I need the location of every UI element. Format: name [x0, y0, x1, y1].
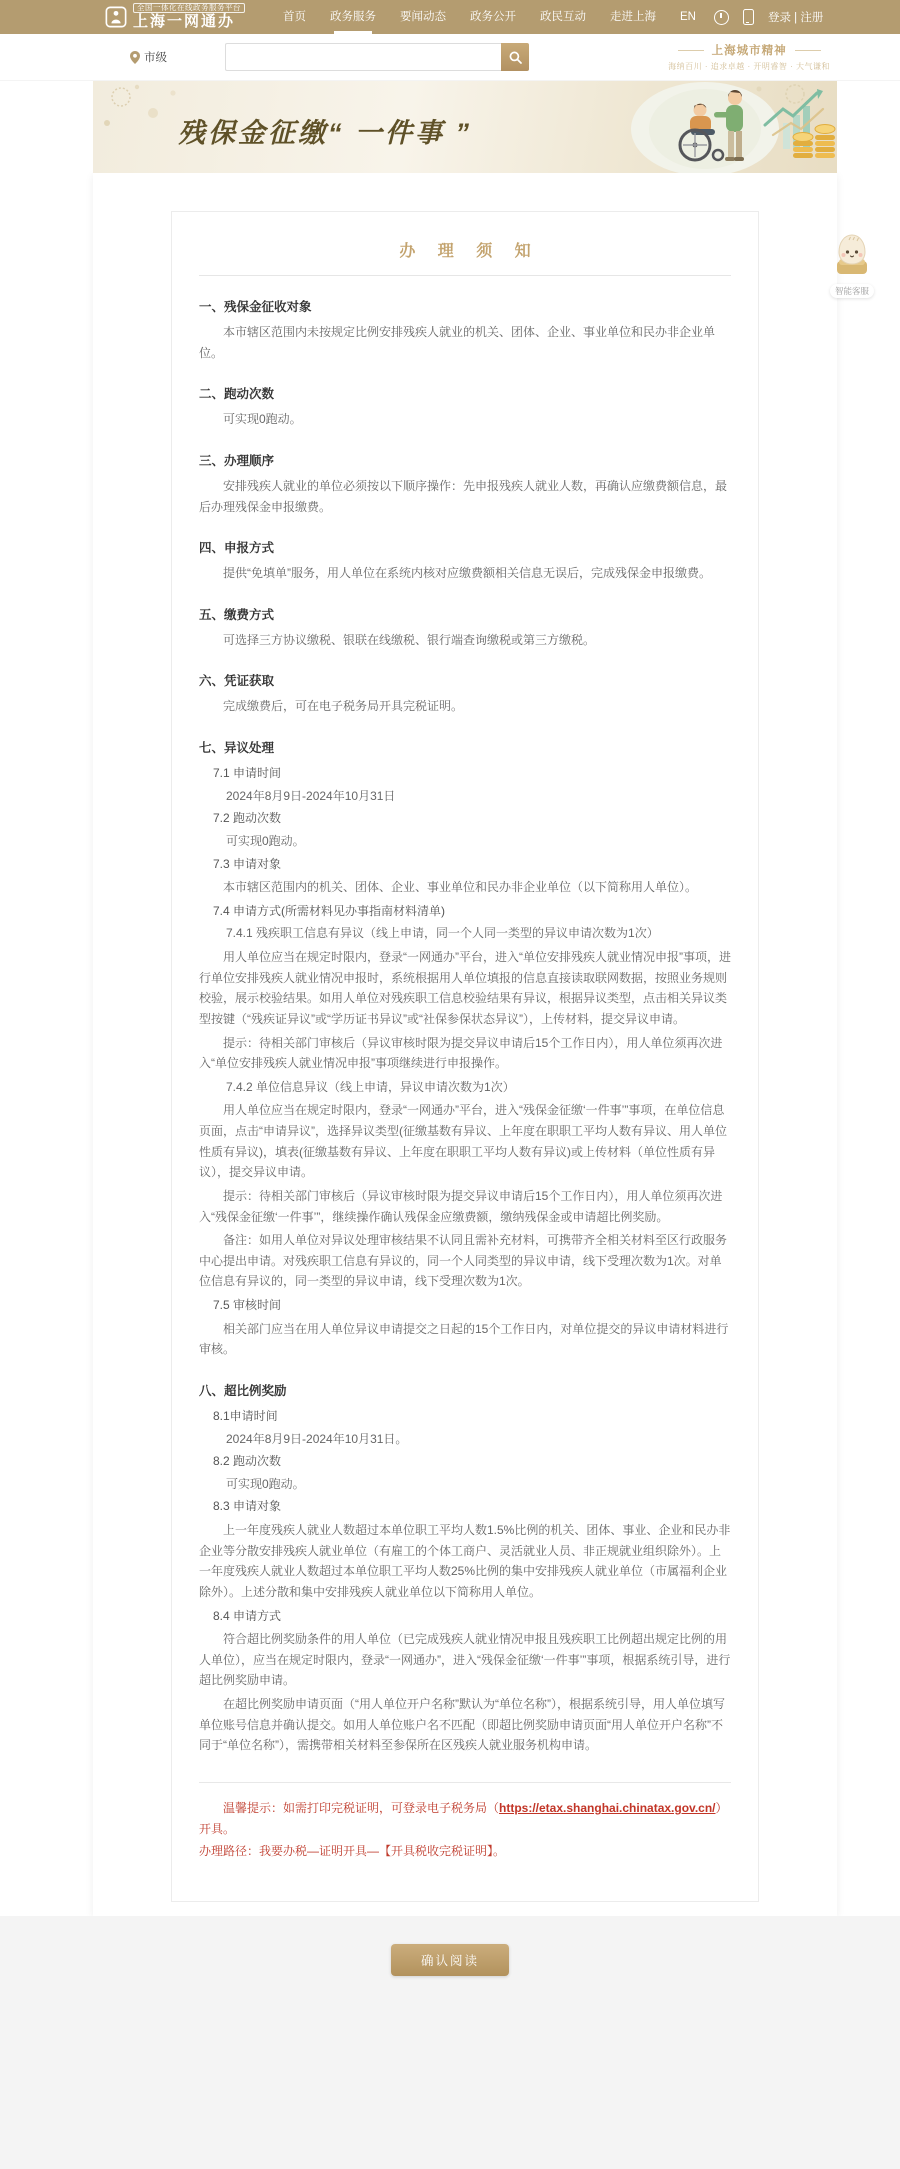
section-paragraph: 上一年度残疾人就业人数超过本单位职工平均人数1.5%比例的机关、团体、事业、企业和民办非企业等分散安排残疾人就业单位（有雇工的个体工商户、灵活就业人员、非正规就业组织除外）。上一年度残疾人就业人数超过本单位职工平均人数25%比例的集中安排残疾人就业单位（市属福利企业除外）。上述分散和集中安排残疾人就业单位以下简称用人单位。	[199, 1523, 731, 1599]
region-label: 市级	[144, 52, 167, 64]
warm-tip-line2: 办理路径：我要办税—证明开具—【开具税收完税证明】。	[199, 1844, 506, 1859]
banner-title: 残保金征缴“ 一件事 ”	[178, 118, 473, 148]
nav-item-news[interactable]: 要闻动态	[400, 11, 446, 23]
search-input[interactable]	[225, 43, 501, 71]
tip-suffix: ）开具。	[199, 1800, 728, 1837]
logo-text	[133, 3, 245, 31]
page-banner	[93, 81, 837, 173]
content-column	[93, 81, 837, 1916]
etax-link[interactable]: https://etax.shanghai.chinatax.gov.cn/	[499, 1800, 716, 1815]
region-selector[interactable]	[130, 49, 167, 65]
smart-assistant-label: 智能客服	[830, 284, 874, 298]
tip-prefix: 温馨提示：如需打印完税证明，可登录电子税务局（	[223, 1800, 500, 1815]
section-paragraph: 7.5 审核时间	[213, 1298, 282, 1312]
search-bar-row	[0, 34, 900, 81]
banner-illustration-wheelchair-coins-chart	[587, 81, 837, 173]
notice-card	[93, 173, 837, 1916]
section-heading: 六、凭证获取	[199, 674, 275, 689]
section-paragraph: 提示：待相关部门审核后（异议审核时限为提交异议申请后15个工作日内），用人单位须再次进入“残保金征缴‘一件事’”，继续操作确认残保金应缴费额，缴纳残保金或申请超比例奖励。	[199, 1188, 723, 1224]
logo-person-icon	[105, 6, 127, 28]
elder-mode-icon[interactable]	[714, 10, 729, 25]
nav-item-interaction[interactable]: 政民互动	[540, 11, 586, 23]
top-navigation-bar	[0, 0, 900, 34]
notice-title-divider	[199, 275, 731, 276]
section-paragraph: 可实现0跑动。	[226, 833, 305, 848]
section-paragraph: 用人单位应当在规定时限内，登录“一网通办”平台，进入“残保金征缴‘一件事’”事项，在单位信息页面，点击“申请异议”，选择异议类型(征缴基数有异议、上年度在职职工平均人数有异议、用人单位性质有异议)，填表(征缴基数有异议、上年度在职职工平均人数有异议)或上传材料（单位性质有异议），提交异议申请。	[199, 1103, 727, 1180]
notice-sections	[199, 297, 731, 1756]
mobile-app-icon[interactable]	[743, 9, 754, 25]
section-heading: 二、跑动次数	[199, 387, 275, 402]
search-box	[225, 43, 529, 71]
slogan-subtitle: 海纳百川 · 追求卓越 · 开明睿智 · 大气谦和	[668, 62, 830, 71]
site-name: 上海一网通办	[133, 13, 236, 31]
section-paragraph: 安排残疾人就业的单位必须按以下顺序操作：先申报残疾人就业人数，再确认应缴费额信息，最后办理残保金申报缴费。	[199, 478, 728, 514]
location-pin-icon	[130, 51, 140, 64]
section-paragraph: 备注：如用人单位对异议处理审核结果不认同且需补充材料，可携带齐全相关材料至区行政服务中心提出申请。对残疾职工信息有异议的，同一个人同类型的异议申请，线下受理次数为1次。对单位信息有异议的，同一类型的异议申请，线下受理次数为1次。	[199, 1233, 728, 1289]
login-register-link[interactable]: 登录 | 注册	[767, 12, 824, 24]
section-paragraph: 可选择三方协议缴税、银联在线缴税、银行端查询缴税或第三方缴税。	[223, 632, 596, 647]
section-paragraph: 2024年8月9日-2024年10月31日。	[226, 1431, 408, 1446]
section-paragraph: 可实现0跑动。	[226, 1476, 305, 1491]
section-heading: 五、缴费方式	[199, 607, 275, 622]
section-paragraph: 提示：待相关部门审核后（异议审核时限为提交异议申请后15个工作日内），用人单位须再次进入“单位安排残疾人就业情况申报”事项继续进行申报操作。	[199, 1035, 723, 1071]
confirm-read-button[interactable]: 确认阅读	[391, 1944, 509, 1976]
nav-item-about-shanghai[interactable]: 走进上海	[610, 11, 656, 23]
search-button[interactable]	[501, 43, 529, 71]
warm-tip	[199, 1782, 731, 1863]
nav-item-services[interactable]: 政务服务	[330, 0, 376, 34]
section-paragraph: 7.1 申请时间	[213, 766, 282, 780]
slogan-title: 上海城市精神	[668, 42, 830, 58]
section-paragraph: 7.4.1 残疾职工信息有异议（线上申请，同一个人同一类型的异议申请次数为1次）	[226, 926, 659, 941]
nav-item-home[interactable]: 首页	[283, 11, 306, 23]
section-paragraph: 在超比例奖励申请页面（“用人单位开户名称”默认为“单位名称”），根据系统引导，用人单位填写单位账号信息并确认提交。如用人单位账户名不匹配（即超比例奖励申请页面“用人单位开户名称”不同于“单位名称”），需携带相关材料至参保所在区残疾人就业服务机构申请。	[199, 1697, 725, 1753]
site-logo[interactable]	[105, 3, 245, 31]
nav-item-disclosure[interactable]: 政务公开	[470, 11, 516, 23]
section-heading: 一、残保金征收对象	[199, 300, 312, 314]
warm-tip-line1	[199, 1798, 731, 1841]
section-paragraph: 相关部门应当在用人单位异议申请提交之日起的15个工作日内，对单位提交的异议申请材料进行审核。	[199, 1321, 729, 1357]
nav-item-english[interactable]: EN	[680, 11, 696, 23]
search-icon	[509, 51, 522, 64]
section-heading: 八、超比例奖励	[199, 1383, 287, 1398]
smart-assistant-widget[interactable]	[824, 232, 880, 299]
mascot-dumpling-icon	[829, 232, 875, 276]
section-heading: 七、异议处理	[199, 741, 275, 755]
section-paragraph: 符合超比例奖励条件的用人单位（已完成残疾人就业情况申报且残疾职工比例超出规定比例的用人单位），应当在规定时限内，登录“一网通办”，进入“残保金征缴‘一件事’”事项，根据系统引导，进行超比例奖励申请。	[199, 1632, 731, 1688]
section-paragraph: 本市辖区范围内未按规定比例安排残疾人就业的机关、团体、企业、事业单位和民办非企业单位。	[199, 325, 716, 360]
section-paragraph: 8.4 申请方式	[213, 1608, 282, 1623]
top-icon-group	[714, 9, 823, 25]
section-paragraph: 7.2 跑动次数	[213, 811, 282, 826]
section-paragraph: 7.4.2 单位信息异议（线上申请，异议申请次数为1次）	[226, 1079, 515, 1094]
section-paragraph: 本市辖区范围内的机关、团体、企业、事业单位和民办非企业单位（以下简称用人单位）。	[223, 880, 698, 895]
platform-badge: 全国一体化在线政务服务平台	[133, 3, 245, 13]
footer-area	[0, 1916, 900, 2169]
section-paragraph: 可实现0跑动。	[223, 412, 302, 427]
section-heading: 四、申报方式	[199, 541, 275, 556]
section-paragraph: 8.3 申请对象	[213, 1499, 282, 1514]
section-heading: 三、办理顺序	[199, 453, 275, 468]
section-paragraph: 7.4 申请方式(所需材料见办事指南材料清单)	[213, 903, 446, 918]
city-spirit-slogan	[668, 42, 830, 72]
section-paragraph: 7.3 申请对象	[213, 856, 282, 871]
section-paragraph: 8.1申请时间	[213, 1408, 278, 1423]
main-nav	[283, 0, 696, 34]
section-paragraph: 完成缴费后，可在电子税务局开具完税证明。	[223, 699, 464, 714]
notice-title: 办 理 须 知	[399, 243, 540, 260]
section-paragraph: 2024年8月9日-2024年10月31日	[226, 788, 396, 803]
section-paragraph: 用人单位应当在规定时限内，登录“一网通办”平台，进入“单位安排残疾人就业情况申报”事项，进行单位安排残疾人就业情况申报时，系统根据用人单位填报的信息直接读取联网数据，按照业务规则校验，展示校验结果。如用人单位对残疾职工信息校验结果有异议，根据异议类型，点击相关异议类型按键（“残疾证异议”或“学历证书异议”或“社保参保状态异议”），上传材料，提交异议申请。	[199, 950, 731, 1026]
notice-inner-box	[171, 211, 759, 1902]
section-paragraph: 8.2 跑动次数	[213, 1454, 282, 1469]
section-paragraph: 提供“免填单”服务，用人单位在系统内核对应缴费额相关信息无误后，完成残保金申报缴费。	[223, 566, 711, 581]
